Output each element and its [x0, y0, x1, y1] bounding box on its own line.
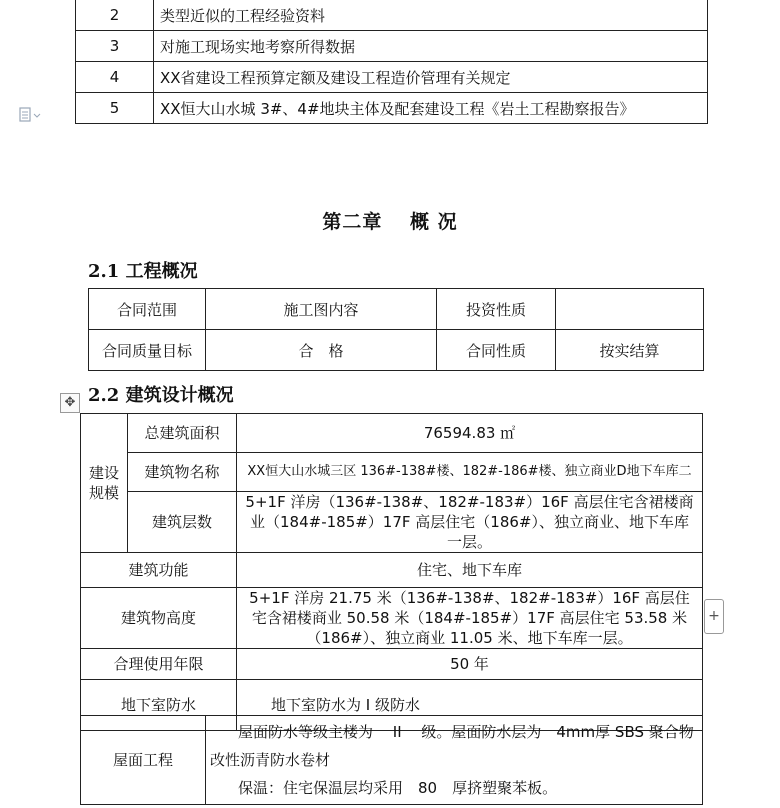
document-icon[interactable] — [18, 106, 42, 124]
table-row — [81, 649, 703, 680]
table-row — [89, 330, 704, 371]
cell-label: 合理使用年限 — [81, 649, 237, 680]
cell-value: 50 年 — [237, 649, 703, 680]
table-row — [81, 588, 703, 649]
table-row — [76, 31, 708, 62]
cell-label: 合同范围 — [89, 289, 206, 330]
section-heading-2-1: 2.1 工程概况 — [88, 261, 198, 282]
row-number: 5 — [76, 93, 154, 124]
cell-value — [556, 289, 704, 330]
cell-value: 合 格 — [206, 330, 437, 371]
roof-line-1: 屋面防水等级主楼为 II 级。屋面防水层为 4mm厚 SBS 聚合物改性沥青防水卷材 — [210, 723, 694, 769]
cell-label: 合同质量目标 — [89, 330, 206, 371]
cell-value: 5+1F 洋房（136#-138#、182#-183#）16F 高层住宅含裙楼商业（184#-185#）17F 高层住宅（186#）、独立商业、地下车库一层。 — [237, 492, 703, 553]
roof-line-2: 保温：住宅保温层均采用 80 厚挤塑聚苯板。 — [238, 779, 558, 797]
cell-value: 施工图内容 — [206, 289, 437, 330]
cell-label: 建筑功能 — [81, 553, 237, 588]
cell-label: 屋面工程 — [81, 716, 206, 805]
row-text: 类型近似的工程经验资料 — [154, 0, 708, 31]
row-text: XX省建设工程预算定额及建设工程造价管理有关规定 — [154, 62, 708, 93]
table-row — [81, 414, 703, 453]
cell-label: 建筑物高度 — [81, 588, 237, 649]
row-text: 对施工现场实地考察所得数据 — [154, 31, 708, 62]
cell-value: XX恒大山水城三区 136#-138#楼、182#-186#楼、独立商业D地下车库二 — [237, 453, 703, 492]
table-row — [81, 553, 703, 588]
row-number: 4 — [76, 62, 154, 93]
overview-table — [88, 288, 704, 371]
row-text: XX恒大山水城 3#、4#地块主体及配套建设工程《岩土工程勘察报告》 — [154, 93, 708, 124]
plus-icon[interactable]: + — [704, 599, 724, 634]
cell-value: 地下室防水为 I 级防水 — [237, 680, 703, 731]
chapter-title: 第二章 概 况 — [322, 211, 458, 233]
cell-label: 地下室防水 — [81, 680, 237, 731]
cell-value: 住宅、地下车库 — [237, 553, 703, 588]
section-heading-2-2: 2.2 建筑设计概况 — [88, 385, 234, 406]
cell-value — [206, 716, 703, 805]
cell-value: 5+1F 洋房 21.75 米（136#-138#、182#-183#）16F 高层住宅含裙楼商业 50.58 米（184#-185#）17F 高层住宅 53.58 米（186#）、独立商业 11.05 米、地下车库一层。 — [237, 588, 703, 649]
cell-value: 76594.83 ㎡ — [237, 414, 703, 453]
table-row — [81, 453, 703, 492]
reference-table — [75, 0, 708, 124]
row-number: 2 — [76, 0, 154, 31]
move-handle-icon[interactable]: ✥ — [60, 393, 80, 413]
table-row — [81, 716, 703, 805]
roof-table — [80, 715, 703, 805]
cell-label: 建筑层数 — [128, 492, 237, 553]
design-table — [80, 413, 703, 731]
table-row — [89, 289, 704, 330]
cell-label: 投资性质 — [437, 289, 556, 330]
cell-label: 建筑物名称 — [128, 453, 237, 492]
table-row — [76, 62, 708, 93]
cell-label: 总建筑面积 — [128, 414, 237, 453]
table-row — [81, 492, 703, 553]
group-label: 建设规模 — [81, 414, 128, 553]
table-row — [76, 0, 708, 31]
row-number: 3 — [76, 31, 154, 62]
cell-value: 按实结算 — [556, 330, 704, 371]
table-row — [76, 93, 708, 124]
cell-label: 合同性质 — [437, 330, 556, 371]
